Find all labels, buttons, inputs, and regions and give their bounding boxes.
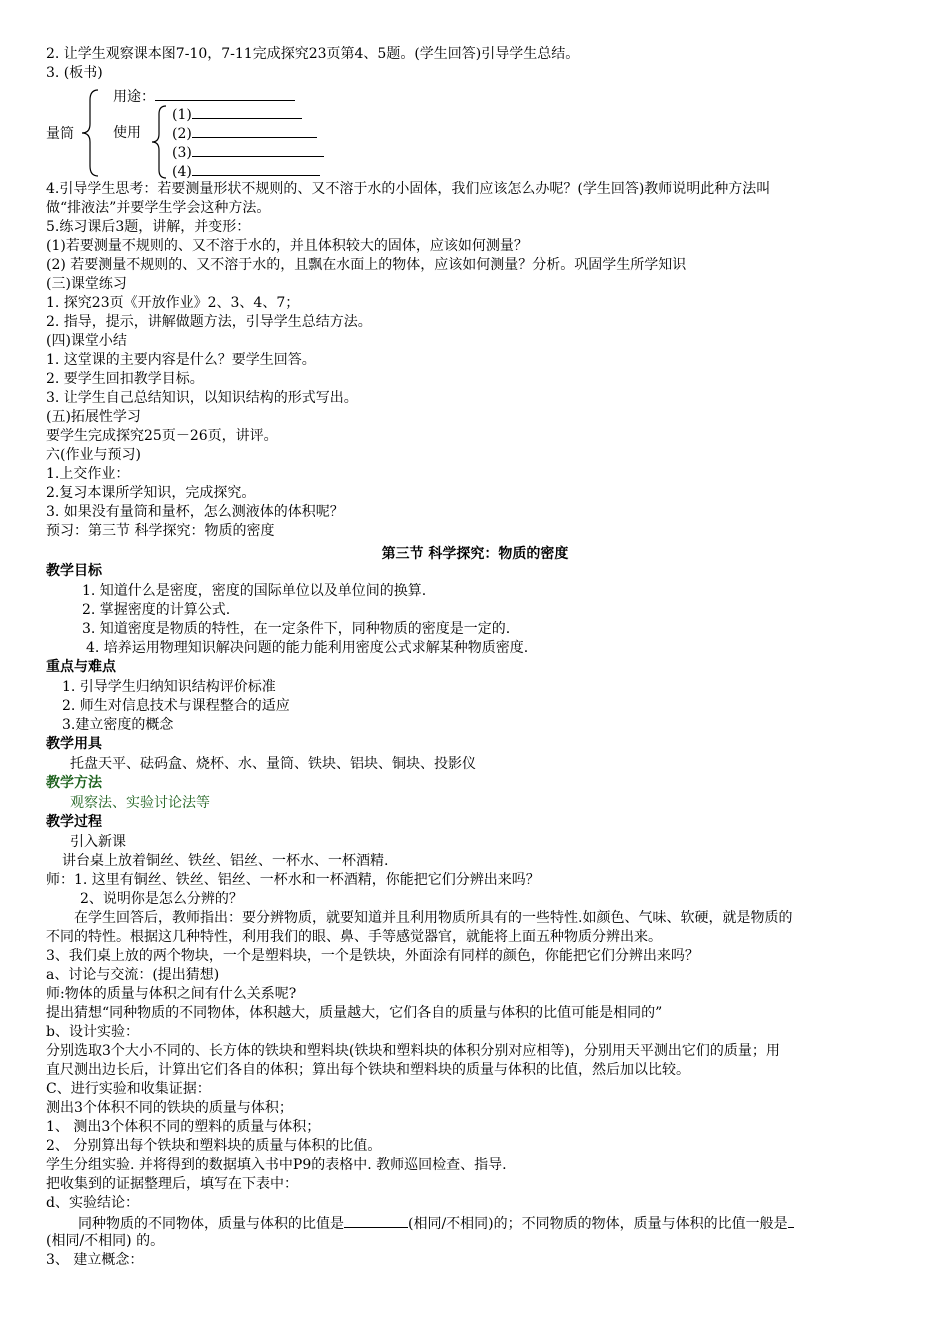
text-line: a、讨论与交流：(提出猜想) <box>46 967 220 983</box>
text-line: 1、 测出3个体积不同的塑料的质量与体积； <box>46 1119 321 1135</box>
text-line: (2) 若要测量不规则的、又不溶于水的，且飘在水面上的物体，应该如何测量？分析。巩固学生所学知识 <box>46 257 687 273</box>
method-text: 观察法、实验讨论法等 <box>70 795 210 811</box>
usage-label: 使用 <box>113 125 141 141</box>
text-line: d、实验结论： <box>46 1195 139 1211</box>
section-title: 第三节 科学探究：物质的密度 <box>381 546 569 562</box>
text-line: 讲台桌上放着铜丝、铁丝、铝丝、一杯水、一杯酒精. <box>62 853 389 869</box>
text-line: 3、我们桌上放的两个物块，一个是塑料块，一个是铁块，外面涂有同样的颜色，你能把它们分辨出来吗？ <box>46 948 699 964</box>
text-line: 3. 让学生自己总结知识，以知识结构的形式写出。 <box>46 390 358 406</box>
text-line: 2、 分别算出每个铁块和塑料块的质量与体积的比值。 <box>46 1138 382 1154</box>
goal-item: 1. 知道什么是密度，密度的国际单位以及单位间的换算. <box>82 583 427 599</box>
key-item: 1. 引导学生归纳知识结构评价标准 <box>62 679 276 695</box>
text-line: 测出3个体积不同的铁块的质量与体积； <box>46 1100 293 1116</box>
usage-item: (2) <box>172 123 317 143</box>
text-line: 4.引导学生思考：若要测量形状不规则的、又不溶于水的小固体，我们应该怎么办呢？(学生回答)教师说明此种方法叫 <box>46 181 771 197</box>
section-heading: 六(作业与预习) <box>46 447 141 463</box>
tools-text: 托盘天平、砝码盒、烧杯、水、量筒、铁块、铝块、铜块、投影仪 <box>70 756 476 772</box>
text-line: 不同的特性。根据这几种特性，利用我们的眼、鼻、手等感觉器官，就能将上面五种物质分辨出来。 <box>46 929 662 945</box>
text-line: 2、说明你是怎么分辨的？ <box>80 891 243 907</box>
text-line: 提出猜想“同种物质的不同物体，体积越大，质量越大，它们各自的质量与体积的比值可能是相同的” <box>46 1005 663 1021</box>
usage-item: (1) <box>172 104 302 124</box>
key-item: 2. 师生对信息技术与课程整合的适应 <box>62 698 290 714</box>
use-label: 用途： <box>113 86 295 106</box>
text-line: 1.上交作业： <box>46 466 130 482</box>
section-heading: (五)拓展性学习 <box>46 409 141 425</box>
text-line: 2. 要学生回扣教学目标。 <box>46 371 204 387</box>
key-heading: 重点与难点 <box>46 659 116 675</box>
text-line: C、进行实验和收集证据： <box>46 1081 211 1097</box>
text-line: 学生分组实验. 并将得到的数据填入书中P9的表格中. 教师巡回检查、指导. <box>46 1157 507 1173</box>
text-line: 3. 如果没有量筒和量杯，怎么测液体的体积呢？ <box>46 504 344 520</box>
answer-blank[interactable] <box>344 1213 408 1228</box>
section-heading: (三)课堂练习 <box>46 276 127 292</box>
conclusion-line: 同种物质的不同物体，质量与体积的比值是 (相同/不相同)的；不同物质的物体，质量与体积的比值一般是 <box>78 1213 794 1233</box>
text-line: 师：1. 这里有铜丝、铁丝、铝丝、一杯水和一杯酒精，你能把它们分辨出来吗？ <box>46 872 540 888</box>
inner-brace <box>148 104 168 180</box>
text-line: 2. 指导，提示，讲解做题方法，引导学生总结方法。 <box>46 314 372 330</box>
text-line: (1)若要测量不规则的、又不溶于水的，并且体积较大的固体，应该如何测量？ <box>46 238 528 254</box>
text-line: 要学生完成探究25页－26页，讲评。 <box>46 428 278 444</box>
goal-item: 4. 培养运用物理知识解决问题的能力能利用密度公式求解某种物质密度. <box>86 640 529 656</box>
outer-brace <box>78 88 100 178</box>
text-line: 预习：第三节 科学探究：物质的密度 <box>46 523 275 539</box>
text-line: 1. 探究23页《开放作业》2、3、4、7； <box>46 295 300 311</box>
text-line: 分别选取3个大小不同的、长方体的铁块和塑料块(铁块和塑料块的体积分别对应相等)，分别用天平测出它们的质量；用 <box>46 1043 780 1059</box>
conclusion-line-end: (相同/不相同) 的。 <box>46 1233 165 1249</box>
process-heading: 教学过程 <box>46 814 102 830</box>
text-line: 3、 建立概念： <box>46 1252 144 1268</box>
text-line: b、设计实验： <box>46 1024 139 1040</box>
text-line: 做“排液法”并要学生学会这种方法。 <box>46 200 271 216</box>
text-line: 直尺测出边长后，计算出它们各自的体积；算出每个铁块和塑料块的质量与体积的比值，然后加以比较。 <box>46 1062 690 1078</box>
text-line: 2. 让学生观察课本图7-10，7-11完成探究23页第4、5题。(学生回答)引导学生总结。 <box>46 46 580 62</box>
usage-item: (4) <box>172 161 320 181</box>
goal-item: 3. 知道密度是物质的特性，在一定条件下，同种物质的密度是一定的. <box>82 621 511 637</box>
tools-heading: 教学用具 <box>46 736 102 752</box>
text-line: 把收集到的证据整理后，填写在下表中： <box>46 1176 298 1192</box>
text-line: 引入新课 <box>70 834 126 850</box>
method-heading: 教学方法 <box>46 775 102 791</box>
text-line: 在学生回答后，教师指出：要分辨物质，就要知道并且利用物质所具有的一些特性.如颜色、气味、软硬，就是物质的 <box>74 910 793 926</box>
text-line: 5.练习课后3题，讲解，并变形： <box>46 219 251 235</box>
board-root-label: 量筒 <box>46 126 74 142</box>
goal-item: 2. 掌握密度的计算公式. <box>82 602 231 618</box>
section-heading: (四)课堂小结 <box>46 333 127 349</box>
text-line: 师:物体的质量与体积之间有什么关系呢? <box>46 986 297 1002</box>
answer-blank[interactable] <box>788 1213 794 1228</box>
text-line: 2.复习本课所学知识，完成探究。 <box>46 485 256 501</box>
goals-heading: 教学目标 <box>46 563 102 579</box>
usage-item: (3) <box>172 142 324 162</box>
key-item: 3.建立密度的概念 <box>62 717 174 733</box>
text-line: 3. (板书) <box>46 65 103 81</box>
text-line: 1. 这堂课的主要内容是什么？要学生回答。 <box>46 352 316 368</box>
